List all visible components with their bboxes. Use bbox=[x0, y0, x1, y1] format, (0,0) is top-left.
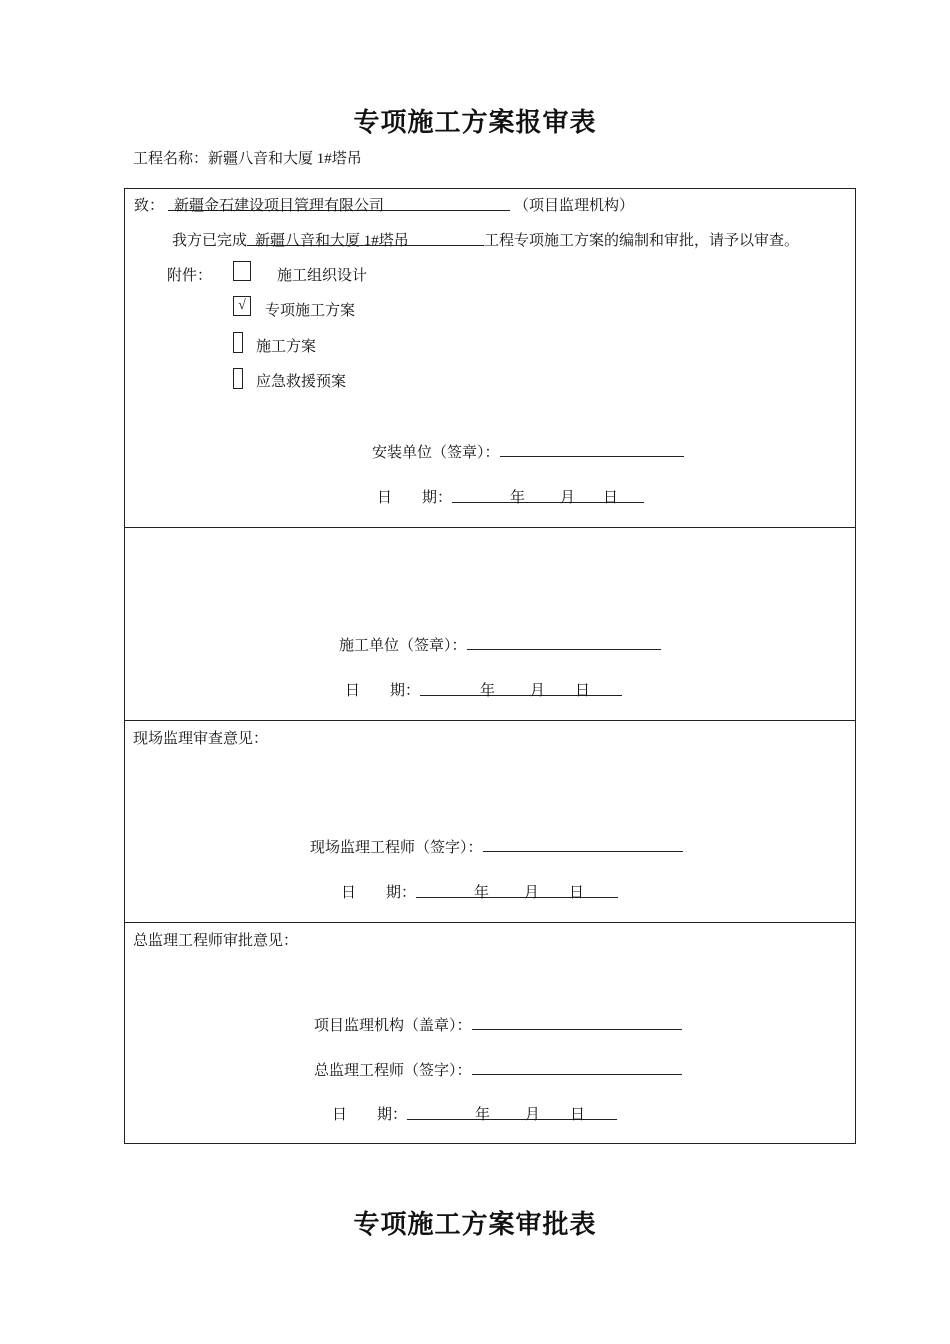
date-line-3 bbox=[341, 881, 618, 902]
year-label: 年 bbox=[474, 885, 490, 901]
month-label: 月 bbox=[530, 683, 546, 699]
construction-unit-signature[interactable] bbox=[467, 633, 661, 650]
day-label: 日 bbox=[603, 490, 619, 506]
year-label: 年 bbox=[510, 490, 526, 506]
second-form-title: 专项施工方案审批表 bbox=[353, 1210, 597, 1239]
recipient-name: 新疆金石建设项目管理有限公司 bbox=[174, 198, 385, 214]
install-unit-line bbox=[372, 440, 684, 462]
attachment-checkbox-2[interactable] bbox=[233, 296, 251, 316]
date-field-3[interactable] bbox=[416, 881, 618, 901]
chief-engineer-label: 总监理工程师（签字）： bbox=[314, 1063, 472, 1079]
construction-unit-label: 施工单位（签章）： bbox=[339, 638, 467, 654]
checkmark-icon: √ bbox=[238, 298, 246, 313]
supervision-org-label: 项目监理机构（盖章）： bbox=[314, 1018, 472, 1034]
year-label: 年 bbox=[480, 683, 496, 699]
install-unit-signature[interactable] bbox=[500, 440, 684, 457]
month-label: 月 bbox=[524, 885, 540, 901]
chief-engineer-signature[interactable] bbox=[472, 1058, 682, 1075]
row-divider bbox=[125, 527, 855, 528]
date-label: 日 期： bbox=[332, 1107, 408, 1123]
day-label: 日 bbox=[570, 1107, 586, 1123]
statement-project: 新疆八音和大厦 1#塔吊 bbox=[255, 233, 409, 249]
attachment-checkbox-1[interactable] bbox=[233, 261, 251, 281]
date-label: 日 期： bbox=[345, 683, 421, 699]
form-title: 专项施工方案报审表 bbox=[353, 108, 597, 137]
attachment-label-3: 施工方案 bbox=[256, 339, 317, 355]
recipient-suffix: （项目监理机构） bbox=[514, 198, 635, 214]
supervision-org-seal[interactable] bbox=[472, 1013, 682, 1030]
recipient-line bbox=[134, 194, 634, 215]
date-line-1 bbox=[377, 486, 644, 507]
site-engineer-signature[interactable] bbox=[483, 835, 683, 852]
supervision-org-line bbox=[314, 1013, 682, 1035]
attachment-label-4: 应急救援预案 bbox=[256, 374, 347, 390]
date-line-2 bbox=[345, 679, 622, 700]
to-label: 致： bbox=[134, 198, 165, 214]
install-unit-label: 安装单位（签章）： bbox=[372, 445, 500, 461]
year-label: 年 bbox=[475, 1107, 491, 1123]
construction-unit-line bbox=[339, 633, 661, 655]
site-opinion-label: 现场监理审查意见： bbox=[133, 731, 269, 747]
site-engineer-line bbox=[310, 835, 683, 857]
attachment-label-1: 施工组织设计 bbox=[277, 268, 368, 284]
attachment-label-2: 专项施工方案 bbox=[265, 303, 356, 319]
recipient-field[interactable] bbox=[168, 194, 510, 214]
chief-engineer-line bbox=[314, 1058, 682, 1080]
date-field-4[interactable] bbox=[407, 1103, 617, 1123]
date-line-4 bbox=[332, 1103, 617, 1124]
day-label: 日 bbox=[569, 885, 585, 901]
attachment-checkbox-4[interactable] bbox=[233, 368, 243, 389]
project-name: 工程名称：新疆八音和大厦 1#塔吊 bbox=[133, 151, 362, 167]
site-engineer-label: 现场监理工程师（签字）： bbox=[310, 840, 483, 856]
date-label: 日 期： bbox=[341, 885, 417, 901]
chief-opinion-label: 总监理工程师审批意见： bbox=[133, 933, 299, 949]
statement-suffix: 工程专项施工方案的编制和审批，请予以审查。 bbox=[484, 233, 800, 249]
month-label: 月 bbox=[525, 1107, 541, 1123]
project-field[interactable] bbox=[247, 229, 484, 249]
date-field-1[interactable] bbox=[452, 486, 644, 506]
row-divider bbox=[125, 720, 855, 721]
statement-line bbox=[172, 229, 799, 250]
row-divider bbox=[125, 922, 855, 923]
day-label: 日 bbox=[575, 683, 591, 699]
month-label: 月 bbox=[560, 490, 576, 506]
statement-prefix: 我方已完成 bbox=[172, 233, 248, 249]
attachment-label: 附件： bbox=[167, 268, 213, 284]
date-field-2[interactable] bbox=[420, 679, 622, 699]
date-label: 日 期： bbox=[377, 490, 453, 506]
attachment-checkbox-3[interactable] bbox=[233, 332, 243, 353]
